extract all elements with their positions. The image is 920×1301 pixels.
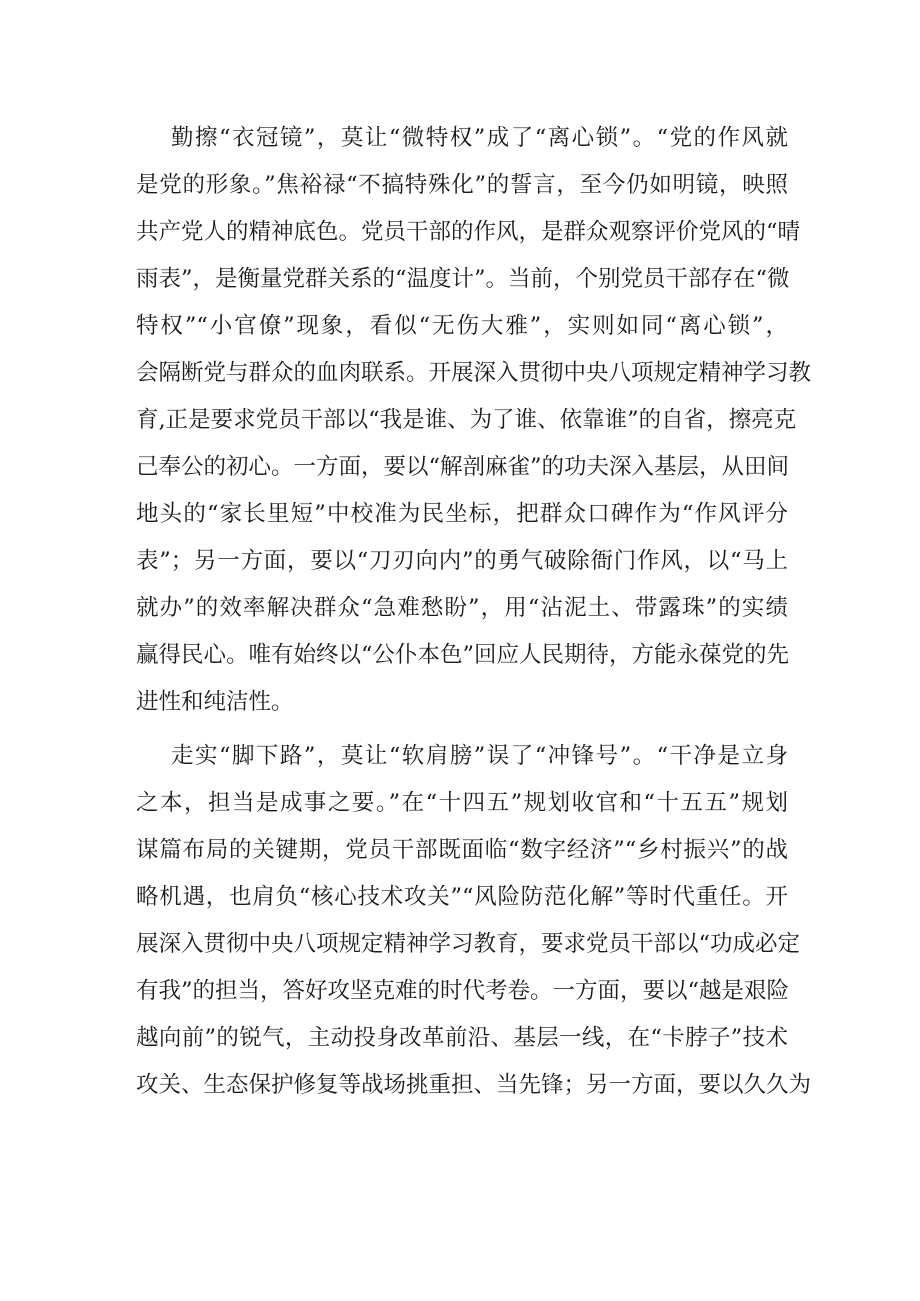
text-line: 进性和纯洁性。 (136, 689, 294, 715)
text-line: 己奉公的初心。一方面，要以“解剖麻雀”的功夫深入基层，从田间 (136, 454, 790, 480)
text-line: 有我”的担当，答好攻坚克难的时代考卷。一方面，要以“越是艰险 (136, 978, 790, 1004)
paragraph-1 (136, 115, 812, 726)
text-line: 走实“脚下路”，莫让“软肩膀”误了“冲锋号”。“干净是立身 (171, 743, 788, 769)
text-line: 越向前”的锐气，主动投身改革前沿、基层一线，在“卡脖子”技术 (136, 1025, 788, 1051)
text-line: 赢得民心。唯有始终以“公仆本色”回应人民期待，方能永葆党的先 (136, 642, 790, 668)
text-line: 特权”“小官僚”现象，看似“无伤大雅”，实则如同“离心锁”， (136, 313, 788, 339)
text-line: 勤擦“衣冠镜”，莫让“微特权”成了“离心锁”。“党的作风就 (171, 125, 788, 151)
text-line: 略机遇，也肩负“核心技术攻关”“风险防范化解”等时代重任。开 (136, 884, 788, 910)
text-line: 攻关、生态保护修复等战场挑重担、当先锋；另一方面，要以久久为 (136, 1072, 812, 1098)
paragraph-2 (136, 733, 812, 1109)
text-line: 地头的“家长里短”中校准为民坐标，把群众口碑作为“作风评分 (136, 501, 788, 527)
text-line: 之本，担当是成事之要。”在“十四五”规划收官和“十五五”规划 (136, 790, 788, 816)
text-line: 谋篇布局的关键期，党员干部既面临“数字经济”“乡村振兴”的战 (136, 837, 788, 863)
text-line: 是党的形象。”焦裕禄“不搞特殊化”的誓言，至今仍如明镜，映照 (136, 172, 788, 198)
text-line: 育,正是要求党员干部以“我是谁、为了谁、依靠谁”的自省，擦亮克 (136, 407, 797, 433)
text-line: 表”；另一方面，要以“刀刃向内”的勇气破除衙门作风，以“马上 (136, 548, 788, 574)
text-line: 雨表”，是衡量党群关系的“温度计”。当前，个别党员干部存在“微 (136, 266, 790, 292)
text-line: 共产党人的精神底色。党员干部的作风，是群众观察评价党风的“晴 (136, 219, 801, 245)
text-line: 展深入贯彻中央八项规定精神学习教育，要求党员干部以“功成必定 (136, 931, 801, 957)
text-line: 就办”的效率解决群众“急难愁盼”，用“沾泥土、带露珠”的实绩 (136, 595, 788, 621)
text-line: 会隔断党与群众的血肉联系。开展深入贯彻中央八项规定精神学习教 (136, 360, 812, 386)
